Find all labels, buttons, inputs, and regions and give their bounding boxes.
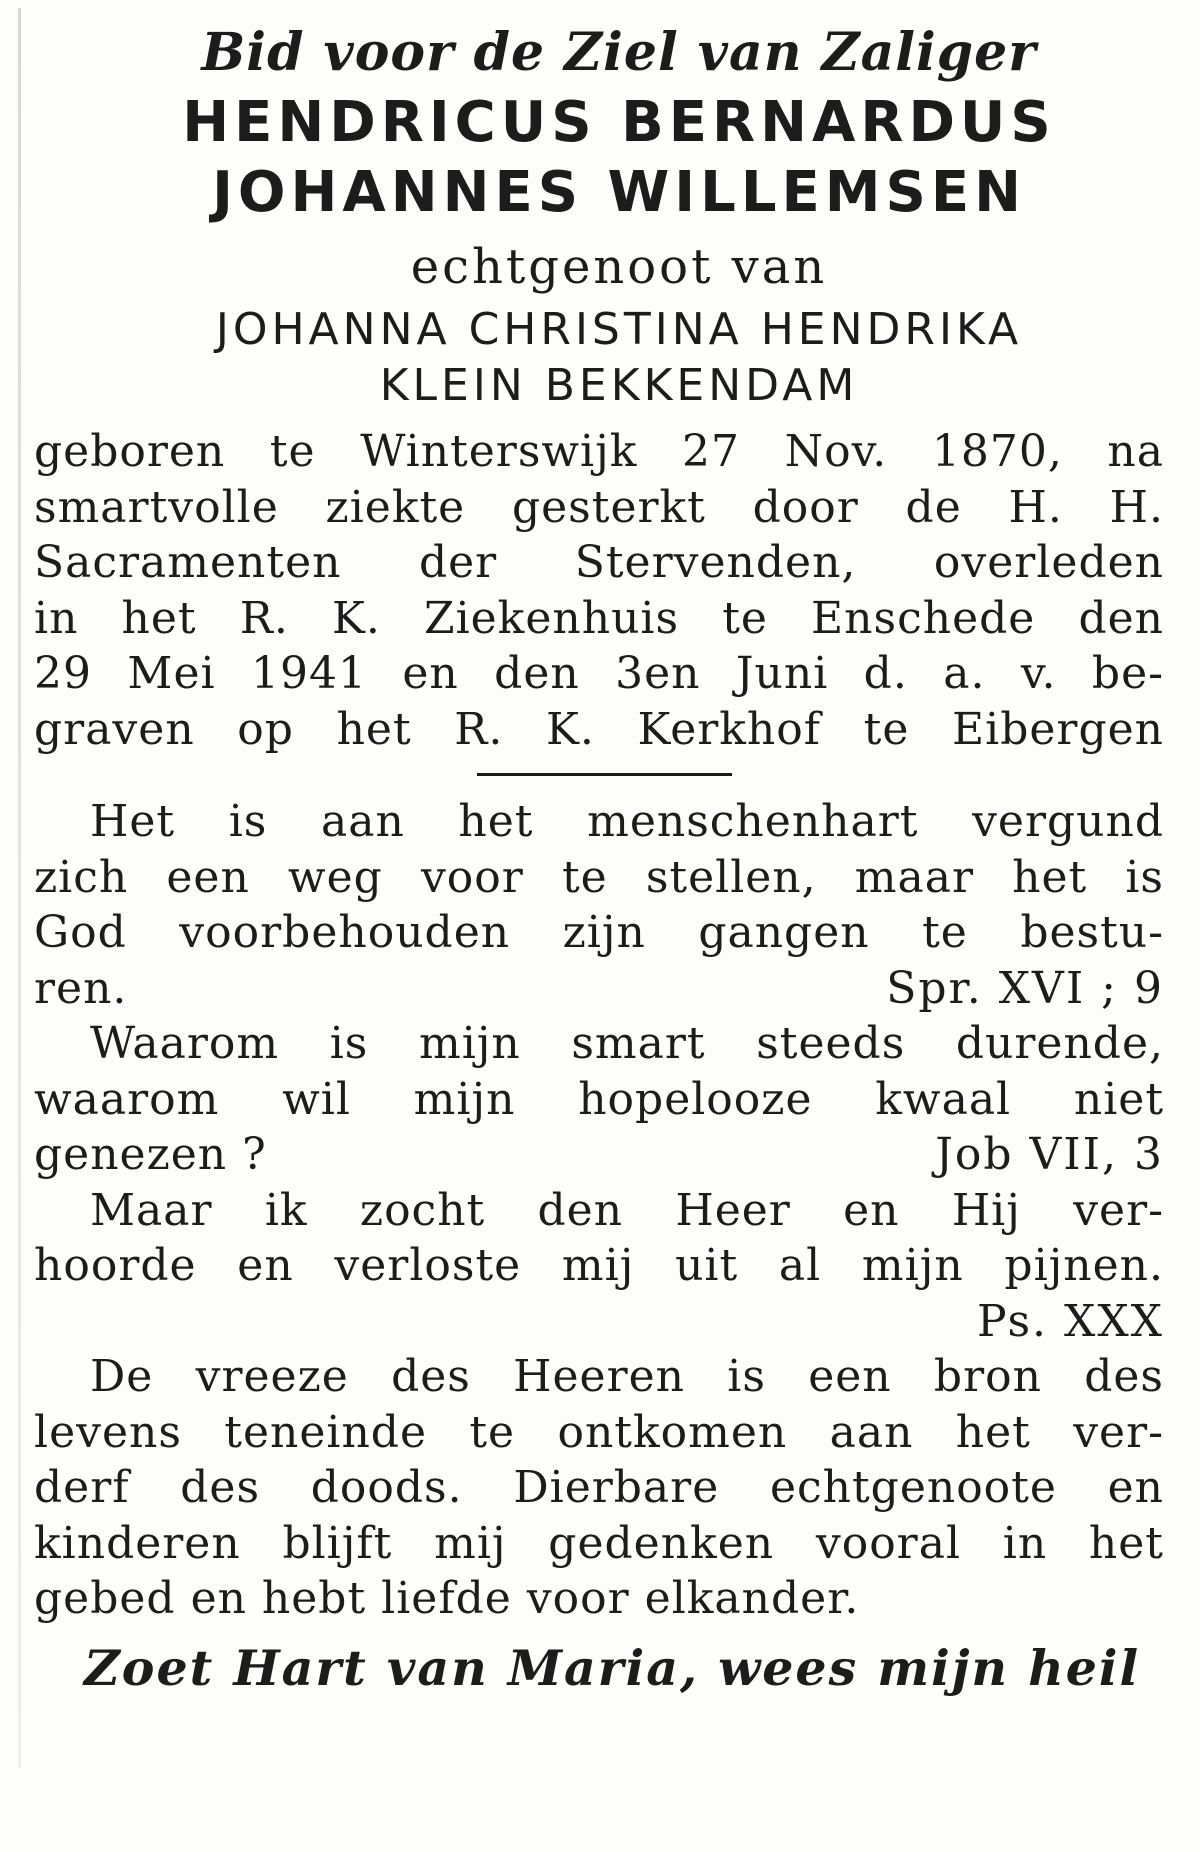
final-words — [34, 1349, 1164, 1627]
verse-reference: Spr. XVI ; 9 — [886, 962, 1164, 1014]
verse-line: zich een weg voor te stellen, maar het is — [34, 851, 1164, 903]
verse-psalm — [34, 1183, 1164, 1350]
verse-last-line — [34, 1127, 1164, 1183]
final-words-line: gebed en hebt liefde voor elkander. — [34, 1573, 860, 1624]
spouse-name-line: JOHANNA CHRISTINA HENDRIKA — [215, 304, 1023, 355]
verse-line: God voorbehouden zijn gangen te bestu- — [34, 907, 1164, 958]
verse-last-line — [34, 961, 1164, 1017]
deceased-name-line: HENDRICUS BERNARDUS — [182, 90, 1056, 155]
spouse-label: echtgenoot van — [410, 239, 828, 295]
biography-line: Sacramenten der Stervenden, overleden — [34, 537, 1164, 588]
final-words-line: levens teneinde te ontkomen aan het ver- — [34, 1406, 1164, 1458]
biography-line: smartvolle ziekte gesterkt door de H. H. — [34, 481, 1164, 533]
prayer-intro: Bid voor de Ziel van Zaliger — [201, 22, 1037, 83]
spouse-name-line: KLEIN BEKKENDAM — [379, 360, 859, 411]
verse-reference: Ps. XXX — [977, 1295, 1164, 1347]
final-words-line: De vreeze des Heeren is een bron des — [90, 1351, 1164, 1402]
deceased-name-line: JOHANNES WILLEMSEN — [212, 160, 1026, 225]
verse-line: waarom wil mijn hopelooze kwaal niet — [34, 1073, 1164, 1125]
biography-line: 29 Mei 1941 en den 3en Juni d. a. v. be- — [34, 648, 1164, 699]
biography-line: in het R. K. Ziekenhuis te Enschede den — [34, 592, 1164, 644]
final-words-line: derf des doods. Dierbare echtgenoote en — [34, 1462, 1164, 1513]
biography-line: geboren te Winterswijk 27 Nov. 1870, na — [34, 426, 1164, 477]
verse-job — [34, 1016, 1164, 1183]
biography-line: graven op het R. K. Kerkhof te Eibergen — [34, 703, 1164, 755]
verse-reference: Job VII, 3 — [935, 1129, 1164, 1180]
deceased-name — [34, 88, 1164, 228]
verse-line: Maar ik zocht den Heer en Hij ver- — [90, 1184, 1164, 1236]
closing-prayer: Zoet Hart van Maria, wees mijn heil — [84, 1638, 1141, 1697]
verse-line: genezen ? — [34, 1129, 267, 1180]
verse-proverbs — [34, 794, 1164, 1016]
divider-rule — [477, 773, 732, 776]
verse-line: Waarom is mijn smart steeds durende, — [90, 1018, 1164, 1069]
verse-line: hoorde en verloste mij uit al mijn pijnen. — [34, 1240, 1164, 1291]
final-words-line: kinderen blijft mij gedenken vooral in het — [34, 1517, 1164, 1569]
verse-line: Het is aan het menschenhart vergund — [90, 796, 1164, 847]
verse-line: ren. — [34, 962, 128, 1014]
biography — [34, 424, 1164, 757]
spouse-name — [34, 302, 1164, 414]
